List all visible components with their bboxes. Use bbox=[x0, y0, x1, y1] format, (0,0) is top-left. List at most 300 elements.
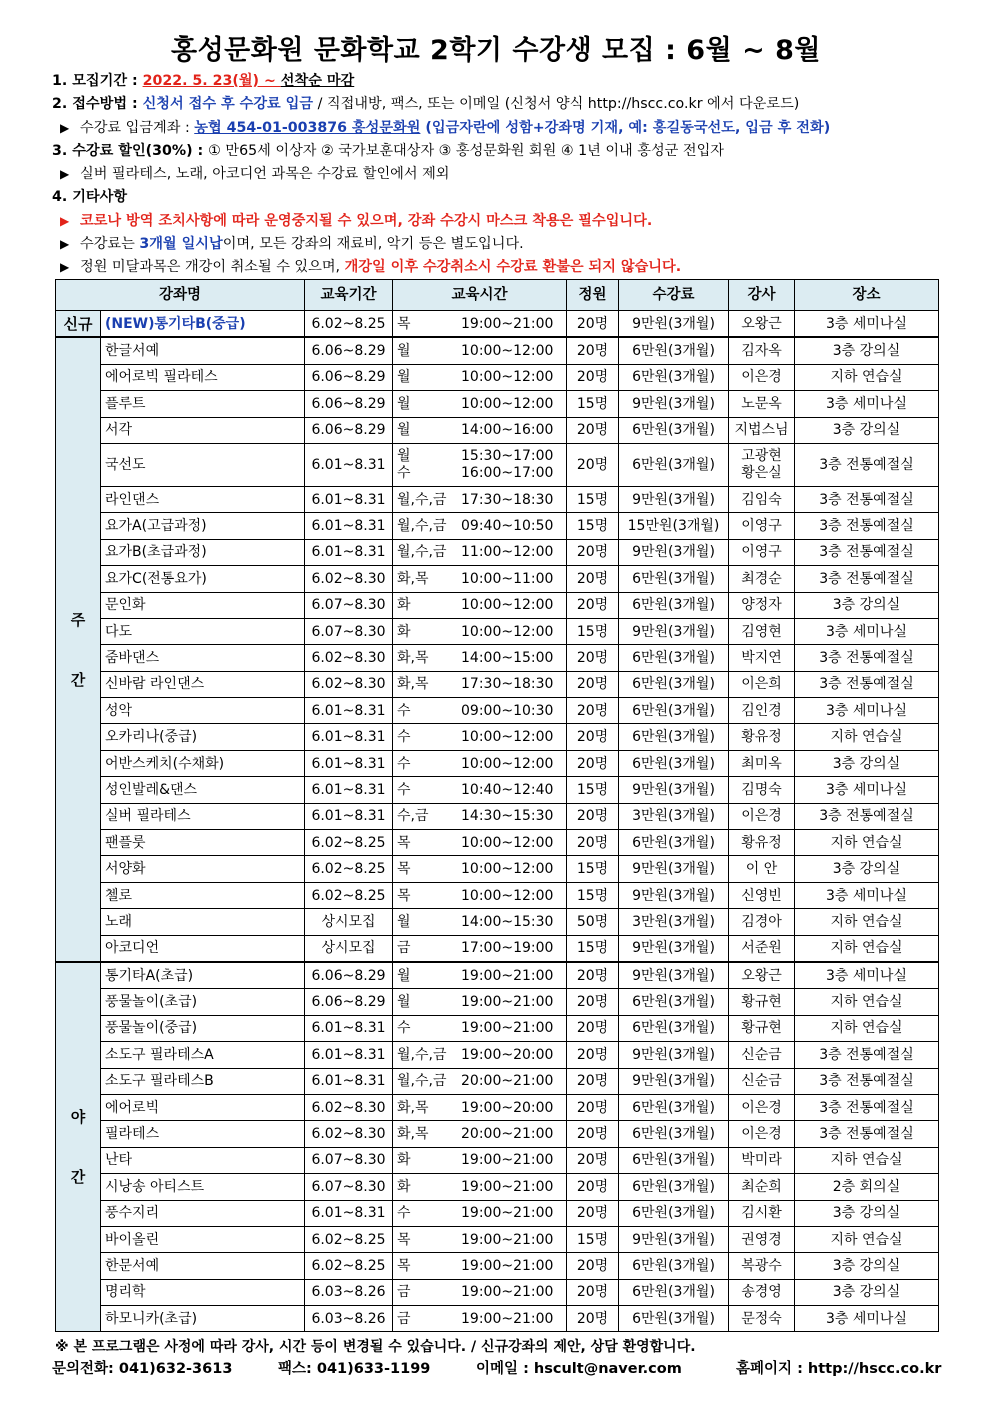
course-capacity-cell: 15명 bbox=[567, 513, 619, 539]
course-teacher-cell: 신영빈 bbox=[729, 882, 795, 908]
course-time: 09:40~10:50 bbox=[461, 518, 554, 535]
course-time: 15:30~17:00 bbox=[461, 447, 554, 464]
table-row bbox=[56, 1121, 939, 1147]
course-capacity-cell: 20명 bbox=[567, 1174, 619, 1200]
course-period-cell: 6.06~8.29 bbox=[305, 337, 393, 364]
course-fee-cell: 6만원(3개월) bbox=[619, 750, 729, 776]
course-fee-cell: 6만원(3개월) bbox=[619, 592, 729, 618]
course-period-cell: 6.02~8.30 bbox=[305, 1121, 393, 1147]
course-teacher: 황은실 bbox=[741, 464, 782, 481]
course-time-cell bbox=[393, 1042, 567, 1068]
course-period-cell: 6.02~8.30 bbox=[305, 645, 393, 671]
table-row bbox=[56, 1279, 939, 1305]
section-label: 주 bbox=[70, 610, 86, 629]
course-fee-cell: 9만원(3개월) bbox=[619, 1068, 729, 1094]
table-row bbox=[56, 1174, 939, 1200]
course-table bbox=[55, 279, 939, 1332]
course-fee-cell: 6만원(3개월) bbox=[619, 1306, 729, 1332]
course-day: 월,수,금 bbox=[397, 1046, 447, 1063]
course-name-cell: (NEW)통기타B(중급) bbox=[101, 311, 305, 338]
course-period-cell: 6.01~8.31 bbox=[305, 724, 393, 750]
course-fee-cell: 3만원(3개월) bbox=[619, 909, 729, 935]
course-teacher-cell: 이영구 bbox=[729, 539, 795, 565]
course-capacity-cell: 20명 bbox=[567, 417, 619, 443]
course-teacher-cell: 노문옥 bbox=[729, 391, 795, 417]
table-row bbox=[56, 337, 939, 364]
course-capacity-cell: 20명 bbox=[567, 539, 619, 565]
info-discount: 3. 수강료 할인(30%) : ① 만65세 이상자 ② 국가보훈대상자 ③ 홍성문화원 회원 ④ 1년 이내 홍성군 전입자 bbox=[52, 142, 724, 159]
course-name-cell: 어반스케치(수채화) bbox=[101, 750, 305, 776]
info-refund-notice: ▶ 정원 미달과목은 개강이 취소될 수 있으며, 개강일 이후 수강취소시 수강료 환불은 되지 않습니다. bbox=[52, 256, 952, 279]
course-fee-cell: 9만원(3개월) bbox=[619, 777, 729, 803]
course-day: 수 bbox=[397, 755, 411, 772]
course-capacity-cell: 20명 bbox=[567, 830, 619, 856]
course-place-cell: 3층 전통예절실 bbox=[795, 1068, 939, 1094]
time-group bbox=[397, 396, 562, 412]
course-time-cell bbox=[393, 486, 567, 512]
time-group bbox=[397, 968, 562, 984]
course-capacity-cell: 20명 bbox=[567, 337, 619, 364]
course-name-cell: 문인화 bbox=[101, 592, 305, 618]
course-period-cell: 6.01~8.31 bbox=[305, 750, 393, 776]
course-name-cell: 서양화 bbox=[101, 856, 305, 882]
course-time-cell bbox=[393, 539, 567, 565]
course-fee-cell: 9만원(3개월) bbox=[619, 1226, 729, 1252]
course-day: 화,목 bbox=[397, 649, 429, 666]
course-capacity-cell: 15명 bbox=[567, 486, 619, 512]
course-name-cell: 국선도 bbox=[101, 443, 305, 486]
time-group bbox=[397, 703, 562, 719]
course-place-cell: 3층 전통예절실 bbox=[795, 645, 939, 671]
course-teacher-cell: 김임숙 bbox=[729, 486, 795, 512]
course-teacher-cell: 황유정 bbox=[729, 724, 795, 750]
course-fee-cell: 9만원(3개월) bbox=[619, 486, 729, 512]
time-group bbox=[397, 597, 562, 613]
info-covid-notice: ▶ 코로나 방역 조치사항에 따라 운영중지될 수 있으며, 강좌 수강시 마스크 착용은 필수입니다. bbox=[52, 210, 952, 233]
course-time: 14:30~15:30 bbox=[461, 808, 554, 825]
course-name-cell: 바이올린 bbox=[101, 1226, 305, 1252]
course-fee-cell: 6만원(3개월) bbox=[619, 1094, 729, 1120]
course-capacity-cell: 20명 bbox=[567, 1068, 619, 1094]
course-name-cell: 성악 bbox=[101, 698, 305, 724]
table-row bbox=[56, 1094, 939, 1120]
course-fee-cell: 6만원(3개월) bbox=[619, 1147, 729, 1173]
course-fee-cell: 6만원(3개월) bbox=[619, 989, 729, 1015]
table-row bbox=[56, 417, 939, 443]
table-row bbox=[56, 1042, 939, 1068]
course-day: 수 bbox=[397, 1020, 411, 1037]
course-name-cell: 소도구 필라테스B bbox=[101, 1068, 305, 1094]
course-place-cell: 3층 강의실 bbox=[795, 337, 939, 364]
table-row bbox=[56, 618, 939, 644]
time-group bbox=[397, 343, 562, 359]
course-capacity-cell: 20명 bbox=[567, 566, 619, 592]
time-group bbox=[397, 861, 562, 877]
course-capacity-cell: 20명 bbox=[567, 443, 619, 486]
course-day: 화,목 bbox=[397, 1099, 429, 1116]
course-teacher-cell: 이은경 bbox=[729, 364, 795, 390]
section-label-day bbox=[56, 337, 101, 962]
header-fee: 수강료 bbox=[619, 280, 729, 311]
course-period-cell: 6.01~8.31 bbox=[305, 513, 393, 539]
course-fee-cell: 6만원(3개월) bbox=[619, 671, 729, 697]
course-time: 14:00~15:00 bbox=[461, 649, 554, 666]
contact-fax: 팩스: 041)633-1199 bbox=[278, 1361, 431, 1377]
time-group bbox=[397, 518, 562, 534]
course-day: 월 bbox=[397, 422, 411, 439]
course-period-cell: 6.03~8.26 bbox=[305, 1279, 393, 1305]
course-capacity-cell: 20명 bbox=[567, 698, 619, 724]
contact-phone: 문의전화: 041)632-3613 bbox=[52, 1361, 233, 1377]
course-fee-cell: 9만원(3개월) bbox=[619, 311, 729, 338]
course-place-cell: 2층 회의실 bbox=[795, 1174, 939, 1200]
course-day: 화 bbox=[397, 623, 411, 640]
time-group bbox=[397, 729, 562, 745]
course-period-cell: 6.06~8.29 bbox=[305, 364, 393, 390]
course-fee-cell: 6만원(3개월) bbox=[619, 724, 729, 750]
course-teacher-cell: 이은경 bbox=[729, 1094, 795, 1120]
course-time-cell bbox=[393, 1147, 567, 1173]
course-time-cell bbox=[393, 1094, 567, 1120]
course-day: 화 bbox=[397, 1178, 411, 1195]
course-teacher-cell: 양정자 bbox=[729, 592, 795, 618]
table-row bbox=[56, 1068, 939, 1094]
course-fee-cell: 6만원(3개월) bbox=[619, 1015, 729, 1041]
course-day: 화 bbox=[397, 597, 411, 614]
course-capacity-cell: 20명 bbox=[567, 803, 619, 829]
course-capacity-cell: 20명 bbox=[567, 724, 619, 750]
bullet-icon: ▶ bbox=[60, 167, 70, 182]
course-day: 목 bbox=[397, 861, 411, 878]
course-name-cell: 하모니카(초급) bbox=[101, 1306, 305, 1332]
course-time: 10:00~12:00 bbox=[461, 623, 554, 640]
info-section bbox=[52, 70, 952, 280]
course-table-body bbox=[56, 311, 939, 1332]
course-fee-cell: 6만원(3개월) bbox=[619, 1200, 729, 1226]
table-row bbox=[56, 1200, 939, 1226]
table-row bbox=[56, 1015, 939, 1041]
header-time: 교육시간 bbox=[393, 280, 567, 311]
course-period-cell: 6.07~8.30 bbox=[305, 1174, 393, 1200]
course-place-cell: 3층 전통예절실 bbox=[795, 486, 939, 512]
course-day: 목 bbox=[397, 887, 411, 904]
course-teacher-cell: 김명숙 bbox=[729, 777, 795, 803]
course-name-cell: 풍수지리 bbox=[101, 1200, 305, 1226]
course-name-cell: 첼로 bbox=[101, 882, 305, 908]
course-day: 월,수,금 bbox=[397, 544, 447, 561]
course-period-cell: 6.02~8.25 bbox=[305, 882, 393, 908]
course-time: 17:30~18:30 bbox=[461, 491, 554, 508]
course-teacher-cell: 문정숙 bbox=[729, 1306, 795, 1332]
course-period-cell: 6.02~8.25 bbox=[305, 311, 393, 338]
time-group bbox=[397, 756, 562, 772]
course-period-cell: 6.06~8.29 bbox=[305, 391, 393, 417]
info-recruit-period: 1. 모집기간 : 2022. 5. 23(월) ~ 선착순 마감 bbox=[52, 73, 355, 89]
course-name-cell: 라인댄스 bbox=[101, 486, 305, 512]
course-fee-cell: 9만원(3개월) bbox=[619, 882, 729, 908]
course-place-cell: 3층 강의실 bbox=[795, 592, 939, 618]
course-time-cell bbox=[393, 935, 567, 962]
course-time: 11:00~12:00 bbox=[461, 544, 554, 561]
course-place-cell: 3층 세미나실 bbox=[795, 962, 939, 989]
course-place-cell: 3층 세미나실 bbox=[795, 311, 939, 338]
course-time: 10:00~12:00 bbox=[461, 729, 554, 746]
table-row bbox=[56, 443, 939, 486]
info-account: ▶ 수강료 입금계좌 : 농협 454-01-003876 홍성문화원 (입금자란에 성함+강좌명 기재, 예: 홍길동국선도, 입금 후 전화) bbox=[52, 117, 952, 140]
course-fee-cell: 9만원(3개월) bbox=[619, 935, 729, 962]
course-time-cell bbox=[393, 364, 567, 390]
course-name-cell: 다도 bbox=[101, 618, 305, 644]
course-capacity-cell: 20명 bbox=[567, 1306, 619, 1332]
header-capacity: 정원 bbox=[567, 280, 619, 311]
course-place-cell: 3층 세미나실 bbox=[795, 882, 939, 908]
time-group bbox=[397, 994, 562, 1010]
course-day: 월,수,금 bbox=[397, 491, 447, 508]
course-time: 10:00~12:00 bbox=[461, 395, 554, 412]
course-period-cell: 6.02~8.30 bbox=[305, 566, 393, 592]
course-time: 19:00~21:00 bbox=[461, 1231, 554, 1248]
table-row bbox=[56, 962, 939, 989]
course-place-cell: 3층 세미나실 bbox=[795, 618, 939, 644]
course-time-cell bbox=[393, 882, 567, 908]
course-day: 월 bbox=[397, 913, 411, 930]
course-day: 수 bbox=[397, 464, 411, 481]
contact-homepage: 홈페이지 : http://hscc.co.kr bbox=[736, 1361, 942, 1377]
table-row bbox=[56, 1226, 939, 1252]
table-row bbox=[56, 777, 939, 803]
time-group bbox=[397, 650, 562, 666]
course-name-cell: 요가C(전통요가) bbox=[101, 566, 305, 592]
course-time-cell bbox=[393, 1226, 567, 1252]
course-time: 16:00~17:00 bbox=[461, 464, 554, 481]
table-row bbox=[56, 882, 939, 908]
course-fee-cell: 9만원(3개월) bbox=[619, 962, 729, 989]
course-teacher-cell: 이 안 bbox=[729, 856, 795, 882]
table-row bbox=[56, 1253, 939, 1279]
course-time: 19:00~21:00 bbox=[461, 1310, 554, 1327]
course-day: 금 bbox=[397, 1310, 411, 1327]
course-name-cell: 한글서예 bbox=[101, 337, 305, 364]
course-time: 10:00~12:00 bbox=[461, 369, 554, 386]
course-period-cell: 6.01~8.31 bbox=[305, 443, 393, 486]
course-teacher-cell: 박지연 bbox=[729, 645, 795, 671]
bullet-icon: ▶ bbox=[60, 260, 70, 275]
course-day: 월 bbox=[397, 967, 411, 984]
course-time: 19:00~21:00 bbox=[461, 1205, 554, 1222]
course-period-cell: 6.01~8.31 bbox=[305, 698, 393, 724]
course-teacher-cell: 최경순 bbox=[729, 566, 795, 592]
course-day: 수 bbox=[397, 781, 411, 798]
course-teacher-cell: 이영구 bbox=[729, 513, 795, 539]
course-day: 수 bbox=[397, 702, 411, 719]
course-time-cell bbox=[393, 1174, 567, 1200]
course-period-cell: 6.02~8.25 bbox=[305, 856, 393, 882]
course-place-cell: 지하 연습실 bbox=[795, 1015, 939, 1041]
course-place-cell: 3층 전통예절실 bbox=[795, 671, 939, 697]
course-time: 19:00~21:00 bbox=[461, 994, 554, 1011]
course-period-cell: 6.06~8.29 bbox=[305, 989, 393, 1015]
bullet-icon: ▶ bbox=[60, 237, 70, 252]
course-capacity-cell: 20명 bbox=[567, 645, 619, 671]
course-fee-cell: 6만원(3개월) bbox=[619, 1121, 729, 1147]
table-row bbox=[56, 311, 939, 338]
course-teacher-cell: 황규현 bbox=[729, 1015, 795, 1041]
info-discount-exclusion: ▶ 실버 필라테스, 노래, 아코디언 과목은 수강료 할인에서 제외 bbox=[52, 163, 952, 186]
course-time: 14:00~16:00 bbox=[461, 422, 554, 439]
course-name-cell: 줌바댄스 bbox=[101, 645, 305, 671]
course-fee-cell: 6만원(3개월) bbox=[619, 443, 729, 486]
course-teacher-cell: 최미옥 bbox=[729, 750, 795, 776]
course-teacher-cell: 지법스님 bbox=[729, 417, 795, 443]
course-place-cell: 3층 강의실 bbox=[795, 1253, 939, 1279]
time-group bbox=[397, 1284, 562, 1300]
course-place-cell: 3층 세미나실 bbox=[795, 391, 939, 417]
table-row bbox=[56, 989, 939, 1015]
course-period-cell: 6.01~8.31 bbox=[305, 803, 393, 829]
time-group bbox=[397, 448, 562, 482]
course-time-cell bbox=[393, 750, 567, 776]
time-group bbox=[397, 369, 562, 385]
course-capacity-cell: 20명 bbox=[567, 1147, 619, 1173]
course-time: 10:00~11:00 bbox=[461, 570, 554, 587]
course-name-cell: 명리학 bbox=[101, 1279, 305, 1305]
course-time: 10:00~12:00 bbox=[461, 861, 554, 878]
course-teacher: 고광현 bbox=[741, 447, 782, 464]
course-time-cell bbox=[393, 1200, 567, 1226]
course-teacher-cell: 권영경 bbox=[729, 1226, 795, 1252]
course-day: 월 bbox=[397, 343, 411, 360]
course-time-cell bbox=[393, 443, 567, 486]
course-time-cell bbox=[393, 337, 567, 364]
course-fee-cell: 6만원(3개월) bbox=[619, 830, 729, 856]
course-time-cell bbox=[393, 417, 567, 443]
course-period-cell: 6.02~8.30 bbox=[305, 671, 393, 697]
header-period: 교육기간 bbox=[305, 280, 393, 311]
course-time-cell bbox=[393, 645, 567, 671]
info-apply-method: 2. 접수방법 : 신청서 접수 후 수강료 입금 / 직접내방, 팩스, 또는 이메일 (신청서 양식 http://hscc.co.kr 에서 다운로드) bbox=[52, 96, 800, 113]
course-days bbox=[397, 448, 459, 482]
course-day: 화,목 bbox=[397, 676, 429, 693]
course-teacher-cell: 황유정 bbox=[729, 830, 795, 856]
course-capacity-cell: 50명 bbox=[567, 909, 619, 935]
course-time: 10:00~12:00 bbox=[461, 343, 554, 360]
table-row bbox=[56, 698, 939, 724]
course-time: 17:30~18:30 bbox=[461, 676, 554, 693]
course-teacher-cell: 황규현 bbox=[729, 989, 795, 1015]
course-day: 목 bbox=[397, 315, 411, 332]
course-period-cell: 6.06~8.29 bbox=[305, 962, 393, 989]
table-row bbox=[56, 830, 939, 856]
time-group bbox=[397, 1020, 562, 1036]
course-fee-cell: 6만원(3개월) bbox=[619, 698, 729, 724]
course-capacity-cell: 20명 bbox=[567, 750, 619, 776]
course-name-cell: 서각 bbox=[101, 417, 305, 443]
course-fee-cell: 3만원(3개월) bbox=[619, 803, 729, 829]
course-time: 19:00~21:00 bbox=[461, 1178, 554, 1195]
course-time-cell bbox=[393, 989, 567, 1015]
header-teacher: 강사 bbox=[729, 280, 795, 311]
course-time-cell bbox=[393, 909, 567, 935]
course-capacity-cell: 20명 bbox=[567, 1094, 619, 1120]
course-fee-cell: 9만원(3개월) bbox=[619, 1042, 729, 1068]
page-title: 홍성문화원 문화학교 2학기 수강생 모집 : 6월 ~ 8월 bbox=[171, 35, 821, 66]
course-time: 14:00~15:30 bbox=[461, 913, 554, 930]
course-name-cell: 요가B(초급과정) bbox=[101, 539, 305, 565]
course-capacity-cell: 15명 bbox=[567, 618, 619, 644]
course-fee-cell: 6만원(3개월) bbox=[619, 364, 729, 390]
table-row bbox=[56, 935, 939, 962]
course-day: 월,수,금 bbox=[397, 518, 447, 535]
course-period-cell: 6.02~8.25 bbox=[305, 830, 393, 856]
course-place-cell: 3층 전통예절실 bbox=[795, 539, 939, 565]
course-place-cell: 지하 연습실 bbox=[795, 989, 939, 1015]
course-day: 화 bbox=[397, 1152, 411, 1169]
course-time: 10:00~12:00 bbox=[461, 834, 554, 851]
course-teacher-cell: 복광수 bbox=[729, 1253, 795, 1279]
course-place-cell: 3층 전통예절실 bbox=[795, 566, 939, 592]
bullet-icon: ▶ bbox=[60, 120, 70, 135]
course-place-cell: 3층 전통예절실 bbox=[795, 513, 939, 539]
course-capacity-cell: 20명 bbox=[567, 962, 619, 989]
course-capacity-cell: 15명 bbox=[567, 777, 619, 803]
course-time-cell bbox=[393, 962, 567, 989]
course-name-cell: 성인발레&댄스 bbox=[101, 777, 305, 803]
course-time-cell bbox=[393, 724, 567, 750]
time-group bbox=[397, 676, 562, 692]
course-teacher-cell: 김경아 bbox=[729, 909, 795, 935]
table-row bbox=[56, 750, 939, 776]
course-time-cell bbox=[393, 592, 567, 618]
course-name-cell: 플루트 bbox=[101, 391, 305, 417]
course-fee-cell: 9만원(3개월) bbox=[619, 391, 729, 417]
course-teacher-cell bbox=[729, 443, 795, 486]
course-name-cell: 한문서예 bbox=[101, 1253, 305, 1279]
course-teacher-cell: 김시환 bbox=[729, 1200, 795, 1226]
course-fee-cell: 6만원(3개월) bbox=[619, 566, 729, 592]
time-group bbox=[397, 544, 562, 560]
course-teacher-cell: 신순금 bbox=[729, 1042, 795, 1068]
course-place-cell: 3층 강의실 bbox=[795, 1200, 939, 1226]
course-day: 목 bbox=[397, 834, 411, 851]
course-time-cell bbox=[393, 803, 567, 829]
course-period-cell: 6.01~8.31 bbox=[305, 1015, 393, 1041]
course-capacity-cell: 15명 bbox=[567, 935, 619, 962]
course-time: 10:00~12:00 bbox=[461, 755, 554, 772]
course-name-cell: 필라테스 bbox=[101, 1121, 305, 1147]
course-fee-cell: 6만원(3개월) bbox=[619, 337, 729, 364]
time-group bbox=[397, 940, 562, 956]
course-capacity-cell: 20명 bbox=[567, 1200, 619, 1226]
course-name-cell: 시낭송 아티스트 bbox=[101, 1174, 305, 1200]
course-teacher-cell: 서준원 bbox=[729, 935, 795, 962]
course-time-cell bbox=[393, 856, 567, 882]
section-label: 야 bbox=[70, 1108, 86, 1127]
course-period-cell: 6.01~8.31 bbox=[305, 539, 393, 565]
time-group bbox=[397, 1311, 562, 1327]
table-row bbox=[56, 566, 939, 592]
course-place-cell: 지하 연습실 bbox=[795, 935, 939, 962]
course-time-cell bbox=[393, 566, 567, 592]
course-time-cell bbox=[393, 671, 567, 697]
course-time: 19:00~20:00 bbox=[461, 1046, 554, 1063]
course-name-cell: 팬플룻 bbox=[101, 830, 305, 856]
course-place-cell: 3층 강의실 bbox=[795, 856, 939, 882]
course-day: 화,목 bbox=[397, 1126, 429, 1143]
course-capacity-cell: 20명 bbox=[567, 364, 619, 390]
course-time-cell bbox=[393, 830, 567, 856]
course-time-cell bbox=[393, 513, 567, 539]
course-teacher-cell: 오왕근 bbox=[729, 962, 795, 989]
